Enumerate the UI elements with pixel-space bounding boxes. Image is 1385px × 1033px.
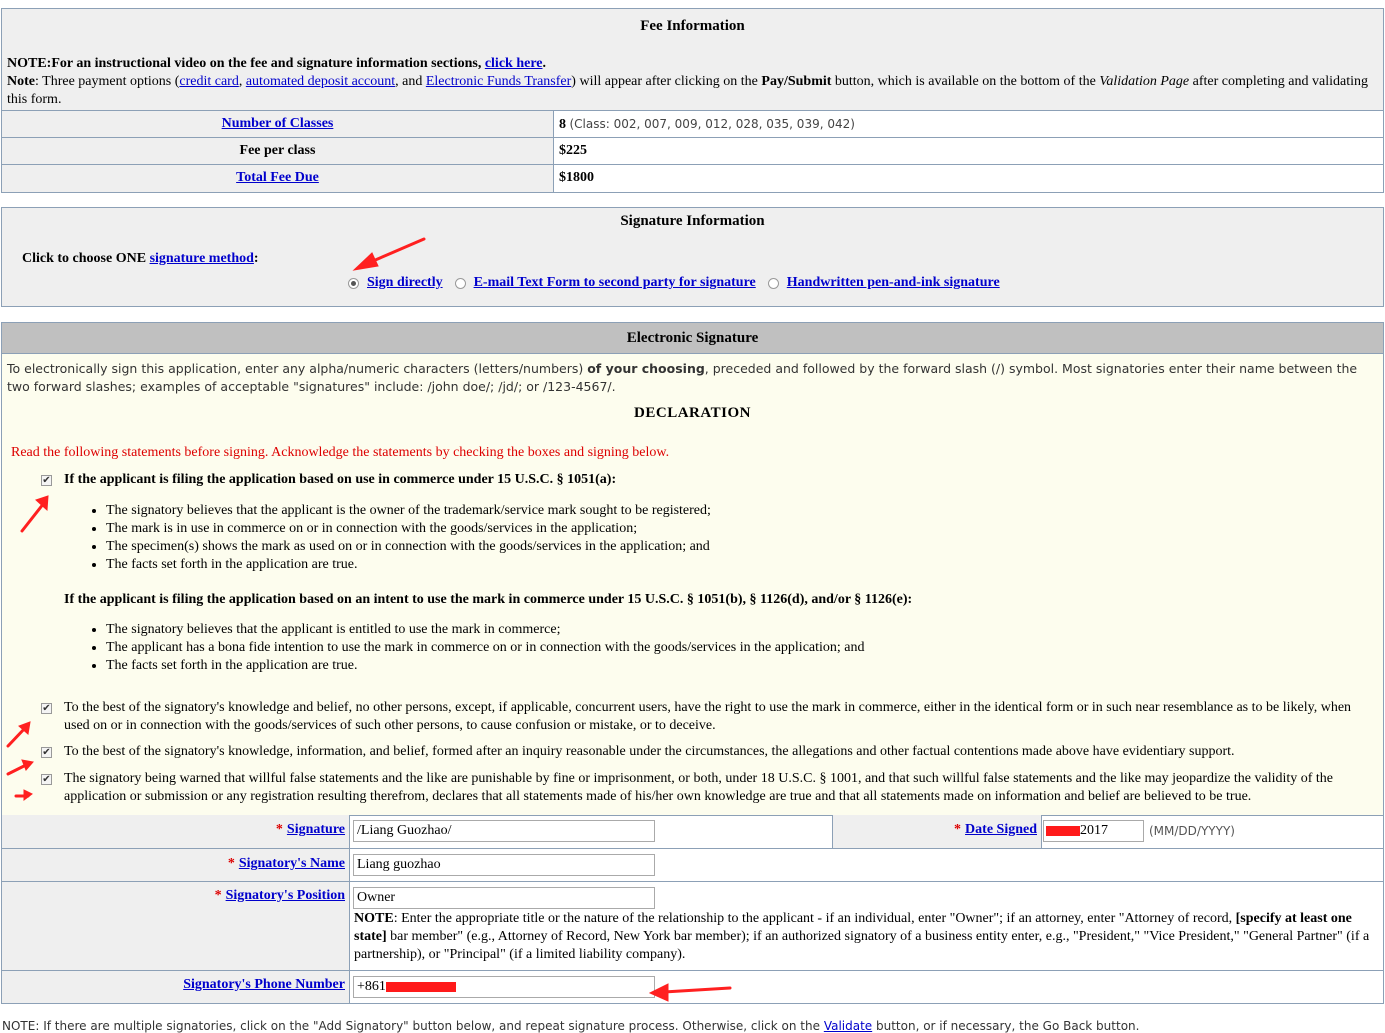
statement-evidentiary-support: To the best of the signatory's knowledge, information, and belief, formed after an inquiry reasonable under the circumstances, the allegations and other factual contentions made above have evidentiary support. [64,744,1235,759]
signatory-position-input[interactable]: Owner [353,887,655,909]
arrow-icon [664,988,730,992]
deposit-account-link[interactable]: automated deposit account [245,74,396,89]
click-here-link[interactable]: click here [484,56,543,71]
list-item: • The mark is in use in commerce on or in connection with the goods/services in the application; [106,520,711,538]
classes-count: 8 [559,117,566,132]
list-item: • The specimen(s) shows the mark as used on or in connection with the goods/services in the application; and [106,538,711,556]
handwritten-link[interactable]: Handwritten pen-and-ink signature [786,275,1000,290]
list-item: • The applicant has a bona fide intention to use the mark in commerce on or in connection with the goods/services in the application; and [106,639,865,657]
list-item: • The facts set forth in the application are true. [106,657,865,675]
checkbox-evidentiary-support[interactable]: ✔ [42,747,51,758]
signatory-name-row: * Signatory's Name Liang guozhao [2,849,1383,882]
checkbox-no-other-persons[interactable]: ✔ [42,703,51,714]
date-signed-label-link[interactable]: Date Signed [965,822,1037,837]
fee-per-class-label: Fee per class [2,138,554,164]
date-format-hint: (MM/DD/YYYY) [1149,824,1235,838]
signatory-name-label-link[interactable]: Signatory's Name [238,856,345,871]
signature-method-link[interactable]: signature method [149,251,254,266]
credit-card-link[interactable]: credit card [179,74,239,89]
list-item: • The signatory believes that the applicant is entitled to use the mark in commerce; [106,621,865,639]
checkbox-use-commerce[interactable]: ✔ [42,475,51,486]
total-fee-value: $1800 [559,170,594,185]
list-item: • The signatory believes that the applicant is the owner of the trademark/service mark sought to be registered; [106,502,711,520]
signatory-position-row: * Signatory's Position Owner NOTE: Enter the appropriate title or the nature of the relationship to the applicant - if an individual, enter "Owner"; if an attorney, enter "Attorney of record, [specify at least one state] bar member" (e.g., Attorney of Record, New York bar member); if an authorized signatory of a business entity enter, e.g., "President," "Vice President," "General Partner" (if a partnership), or "Principal" (if a limited liability company). [2,882,1383,971]
fee-per-class-value: $225 [559,143,587,158]
signature-input[interactable]: /Liang Guozhao/ [353,820,655,842]
checkbox-false-statements[interactable]: ✔ [42,774,51,785]
signatory-name-input[interactable]: Liang guozhao [353,854,655,876]
date-signed-input[interactable]: 2017 [1043,820,1144,842]
position-note: NOTE: Enter the appropriate title or the nature of the relationship to the applicant - if an individual, enter "Owner"; if an attorney, enter "Attorney of record, [specify at least one state] bar member" (e.g., Attorney of Record, New York bar member); if an authorized signatory of a business entity enter, e.g., "President," "Vice President," "General Partner" (if a partnership), or "Principal" (if a limited liability company). [354,911,1370,962]
email-form-link[interactable]: E-mail Text Form to second party for signature [473,275,756,290]
esig-title: Electronic Signature [2,323,1383,354]
read-instructions: Read the following statements before signing. Acknowledge the statements by checking the boxes and signing below. [11,445,670,460]
validate-link[interactable]: Validate [823,1019,873,1033]
declaration-title: DECLARATION [634,405,751,421]
arrow-icon [22,503,44,531]
sign-directly-link[interactable]: Sign directly [367,275,443,290]
number-of-classes-link[interactable]: Number of Classes [221,116,334,131]
statement-false-statements: The signatory being warned that willful false statements and the like are punishable by fine or imprisonment, or both, under 18 U.S.C. § 1001, and that such willful false statements and the like may jeopardize the validity of the application or submission or any registration resulting therefrom, declares that all statements made of his/her own knowledge are true and that all statements made on information and belief are believed to be true. [64,771,1334,804]
esig-intro: To electronically sign this application, enter any alpha/numeric characters (letters/numbers) of your choosing, preceded and followed by the forward slash (/) symbol. Most signatories enter their name between the two forward slashes; examples of acceptable "signatures" include: /john doe/; /jd/; or /123-4567/. [2,354,1383,400]
signature-info-title: Signature Information [620,213,765,229]
intent-to-use-heading: If the applicant is filing the application based on an intent to use the mark in commerce under 15 U.S.C. § 1051(b), § 1126(d), and/or § 1126(e): [64,592,913,607]
video-note: NOTE:For an instructional video on the fee and signature information sections, click here. [7,56,546,71]
date-signed-label-cell: * Date Signed [832,815,1042,848]
arrow-icon [650,984,668,1001]
list-item: • The facts set forth in the application are true. [106,556,711,574]
statement-no-other-persons: To the best of the signatory's knowledge and belief, no other persons, except, if applicable, concurrent users, have the right to use the mark in commerce, either in the identical form or in such near resemblance as to be likely, when used on or in connection with the goods/services of such other persons, to cause confusion or mistake, or to deceive. [64,700,1352,733]
total-fee-due-link[interactable]: Total Fee Due [236,170,319,185]
signatory-position-label-link[interactable]: Signatory's Position [225,888,345,903]
eft-link[interactable]: Electronic Funds Transfer [425,74,572,89]
bottom-note: NOTE: If there are multiple signatories, click on the "Add Signatory" button below, and repeat signature process. Otherwise, click on the Validate button, or if necessary, the Go Back button. [2,1019,1140,1033]
payment-note: Note: Three payment options (credit card, automated deposit account, and Electronic Funds Transfer) will appear after clicking on the Pay/Submit button, which is available on the bottom of the Validation Page after completing and validating this form. [7,74,1368,107]
choose-method-label: Click to choose ONE signature method: [22,251,259,266]
classes-detail: (Class: 002, 007, 009, 012, 028, 035, 039, 042) [569,117,855,131]
signatory-phone-input[interactable]: +861 [353,976,655,998]
signature-label-link[interactable]: Signature [286,822,345,837]
arrow-icon [354,253,378,270]
fee-title: Fee Information [640,18,745,34]
arrow-icon [22,760,33,770]
use-commerce-heading: If the applicant is filing the application based on use in commerce under 15 U.S.C. § 1051(a): [64,472,617,487]
signature-row: * Signature /Liang Guozhao/ * Date Signed 2017 (MM/DD/YYYY) [2,815,1383,849]
signatory-phone-label-link[interactable]: Signatory's Phone Number [183,977,345,992]
arrow-icon [24,790,32,800]
